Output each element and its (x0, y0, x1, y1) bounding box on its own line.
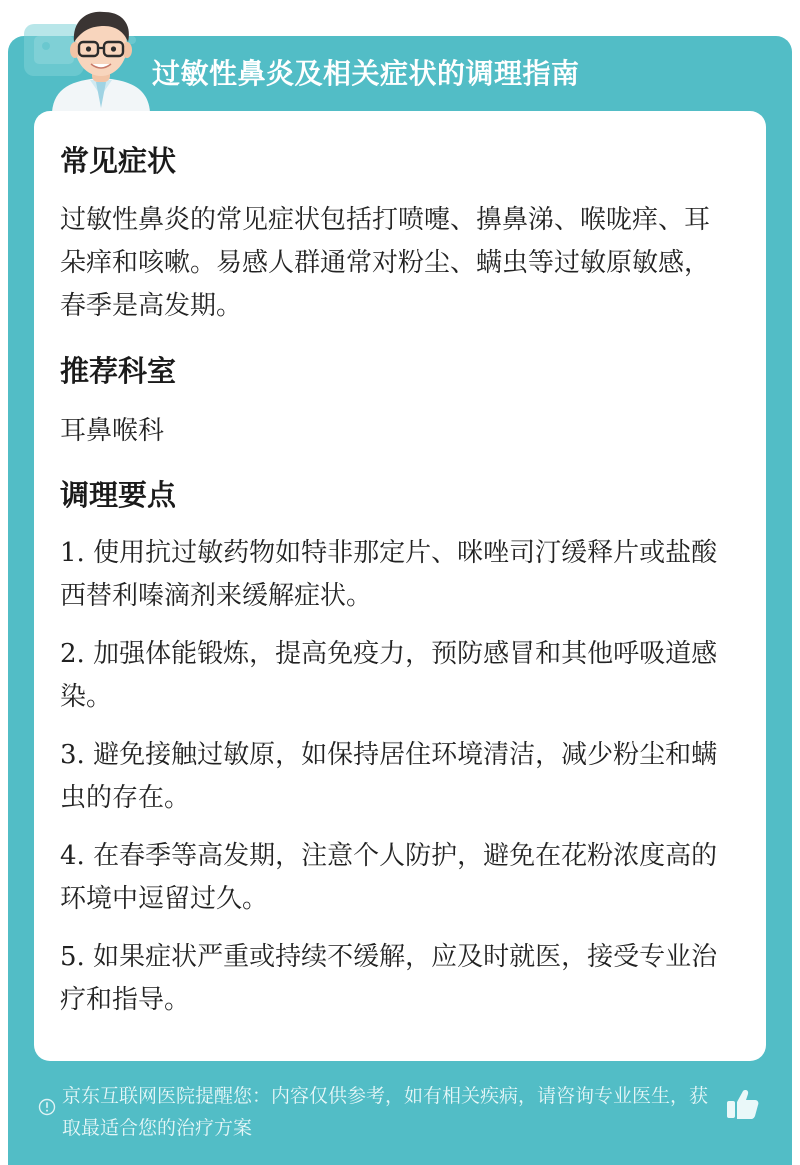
disclaimer-text: 京东互联网医院提醒您：内容仅供参考，如有相关疾病，请咨询专业医生，获取最适合您的治疗方案 (62, 1085, 709, 1139)
thumbs-up-icon[interactable] (724, 1086, 760, 1122)
list-item-number: 3. (60, 740, 85, 770)
list-item-text: 如果症状严重或持续不缓解，应及时就医，接受专业治疗和指导。 (60, 942, 718, 1015)
section-title-symptoms: 常见症状 (60, 144, 177, 178)
department-text: 耳鼻喉科 (60, 416, 165, 446)
list-item-text: 加强体能锻炼，提高免疫力，预防感冒和其他呼吸道感染。 (60, 639, 718, 712)
list-item-number: 2. (60, 639, 85, 669)
section-title-department: 推荐科室 (60, 354, 177, 388)
section-title-care: 调理要点 (60, 478, 177, 512)
list-item (60, 734, 732, 820)
info-icon (38, 1098, 56, 1116)
doctor-avatar (46, 4, 156, 112)
list-item (60, 936, 732, 1022)
symptoms-text: 过敏性鼻炎的常见症状包括打喷嚏、擤鼻涕、喉咙痒、耳朵痒和咳嗽。易感人群通常对粉尘、螨虫等过敏原敏感，春季是高发期。 (60, 205, 711, 321)
list-item-number: 4. (60, 841, 85, 871)
list-item (60, 835, 732, 921)
list-item-text: 使用抗过敏药物如特非那定片、咪唑司汀缓释片或盐酸西替利嗪滴剂来缓解症状。 (60, 538, 718, 611)
list-item (60, 532, 732, 618)
list-item-text: 在春季等高发期，注意个人防护，避免在花粉浓度高的环境中逗留过久。 (60, 841, 718, 914)
list-item (60, 633, 732, 719)
page-title: 过敏性鼻炎及相关症状的调理指南 (152, 57, 580, 90)
content-card (34, 111, 766, 1061)
list-item-text: 避免接触过敏原，如保持居住环境清洁，减少粉尘和螨虫的存在。 (60, 740, 718, 813)
list-item-number: 5. (60, 942, 85, 972)
list-item-number: 1. (60, 538, 85, 568)
